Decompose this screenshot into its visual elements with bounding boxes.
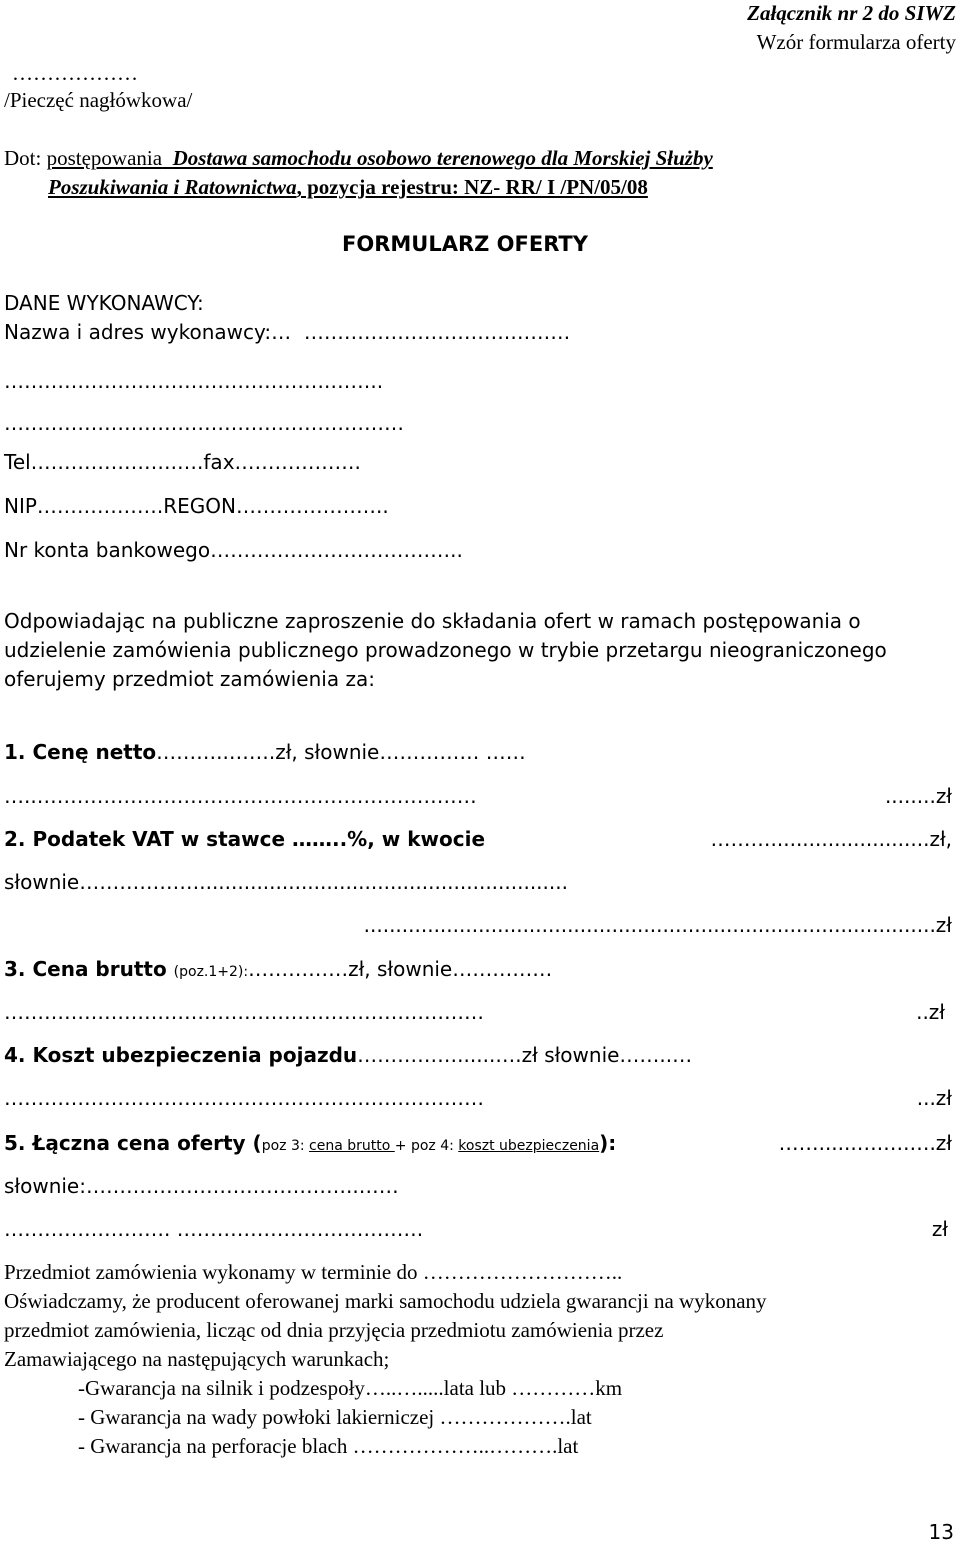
item3-small: (poz.1+2): bbox=[173, 964, 249, 980]
item5-rest: ……......….….….zł bbox=[778, 1131, 952, 1155]
item5-close: ): bbox=[599, 1131, 617, 1155]
intro-line3: oferujemy przedmiot zamówienia za: bbox=[4, 667, 375, 691]
item5-pos4: + poz 4: bbox=[394, 1138, 459, 1154]
item3-line bbox=[4, 956, 552, 985]
declaration-line1: Oświadczamy, że producent oferowanej marki samochodu udziela gwarancji na wykonany bbox=[4, 1289, 767, 1313]
item4-rest: ……………......….zł słownie……..… bbox=[357, 1043, 693, 1067]
item5-line bbox=[4, 1130, 616, 1159]
item5-line3-dots: ……………………. ………………………………. bbox=[4, 1217, 424, 1241]
warranty-paint: - Gwarancja na wady powłoki lakierniczej ……………….lat bbox=[78, 1405, 592, 1429]
item4-line2-end: ...zł bbox=[916, 1086, 952, 1110]
item1-line2-end: ........zł bbox=[884, 784, 952, 808]
deadline-line: Przedmiot zamówienia wykonamy w terminie do ……………………….. bbox=[4, 1260, 623, 1284]
bank-account-line: Nr konta bankowego……………………………….. bbox=[4, 538, 463, 562]
item3-line2-end: ..zł bbox=[916, 1000, 945, 1024]
item1-label: 1. Cenę netto bbox=[4, 740, 157, 764]
form-type-subtitle: Wzór formularza oferty bbox=[756, 30, 956, 54]
subject-title-line2: Poszukiwania i Ratownictwa bbox=[48, 175, 297, 199]
item4-line bbox=[4, 1042, 692, 1068]
annex-title: Załącznik nr 2 do SIWZ bbox=[747, 1, 956, 25]
stamp-dots: ……………… bbox=[12, 61, 138, 85]
form-title: FORMULARZ OFERTY bbox=[342, 232, 588, 256]
item3-line2-dots: ……………………………………………………………… bbox=[4, 1000, 484, 1024]
item2-line3: ..........................................................................................zł bbox=[363, 913, 952, 937]
contractor-dots-line1: ………………………………………….…….. bbox=[4, 369, 384, 393]
subject-line2 bbox=[48, 174, 648, 200]
declaration-line3: Zamawiającego na następujących warunkach; bbox=[4, 1347, 390, 1371]
item2-line2: słownie……………….......................................................... bbox=[4, 870, 568, 894]
item2-rest: ……….........................zł, bbox=[710, 827, 952, 851]
contractor-heading: DANE WYKONAWCY: bbox=[4, 291, 204, 315]
warranty-engine: -Gwarancja na silnik i podzespoły…..….....lata lub …………km bbox=[78, 1376, 623, 1400]
page-number: 13 bbox=[928, 1520, 954, 1544]
nip-regon-line: NIP……………….REGON………………….. bbox=[4, 494, 389, 518]
item4-label: 4. Koszt ubezpieczenia pojazdu bbox=[4, 1043, 358, 1067]
item5-line2: słownie:…………………………………..…… bbox=[4, 1174, 399, 1198]
item3-label: 3. Cena brutto bbox=[4, 957, 174, 981]
item3-rest: ……………zł, słownie…………… bbox=[248, 957, 553, 981]
item5-pos3: poz 3: bbox=[261, 1138, 310, 1154]
subject-title-line1: Dostawa samochodu osobowo terenowego dla Morskiej Służby bbox=[172, 146, 713, 170]
contractor-dots-line2: …………………………………………………… bbox=[4, 411, 404, 435]
subject-prefix: Dot: bbox=[4, 146, 47, 170]
declaration-line2: przedmiot zamówienia, licząc od dnia przyjęcia przedmiotu zamówienia przez bbox=[4, 1318, 664, 1342]
intro-line2: udzielenie zamówienia publicznego prowadzonego w trybie przetargu nieograniczonego bbox=[4, 638, 887, 662]
tel-fax-line: Tel………………….….fax………………. bbox=[4, 450, 361, 474]
subject-line1 bbox=[4, 145, 713, 171]
contractor-name-line: Nazwa i adres wykonawcy:… ………………………….……… bbox=[4, 320, 571, 344]
subject-register: , pozycja rejestru: NZ- RR/ I /PN/05/08 bbox=[296, 175, 648, 199]
item1-line2-dots: …..………………………………………………………… bbox=[4, 784, 477, 808]
intro-line1: Odpowiadając na publiczne zaproszenie do składania ofert w ramach postępowania o bbox=[4, 609, 861, 633]
warranty-perforation: - Gwarancja na perforacje blach ………………..……….lat bbox=[78, 1434, 579, 1458]
item1-line bbox=[4, 739, 526, 765]
item5-gross-price: cena brutto bbox=[309, 1138, 395, 1154]
stamp-label: /Pieczęć nagłówkowa/ bbox=[4, 88, 193, 112]
item2-label: 2. Podatek VAT w stawce ……..%, w kwocie bbox=[4, 827, 486, 851]
item5-label: 5. Łączna cena oferty ( bbox=[4, 1131, 262, 1155]
item5-insurance: koszt ubezpieczenia bbox=[458, 1138, 600, 1154]
item5-line3-end: zł bbox=[931, 1217, 948, 1241]
subject-word: postępowania bbox=[46, 146, 163, 170]
item4-line2-dots: ……………………………………………………………… bbox=[4, 1086, 484, 1110]
item1-rest: ………..…….zł, słownie…………… …… bbox=[156, 740, 526, 764]
